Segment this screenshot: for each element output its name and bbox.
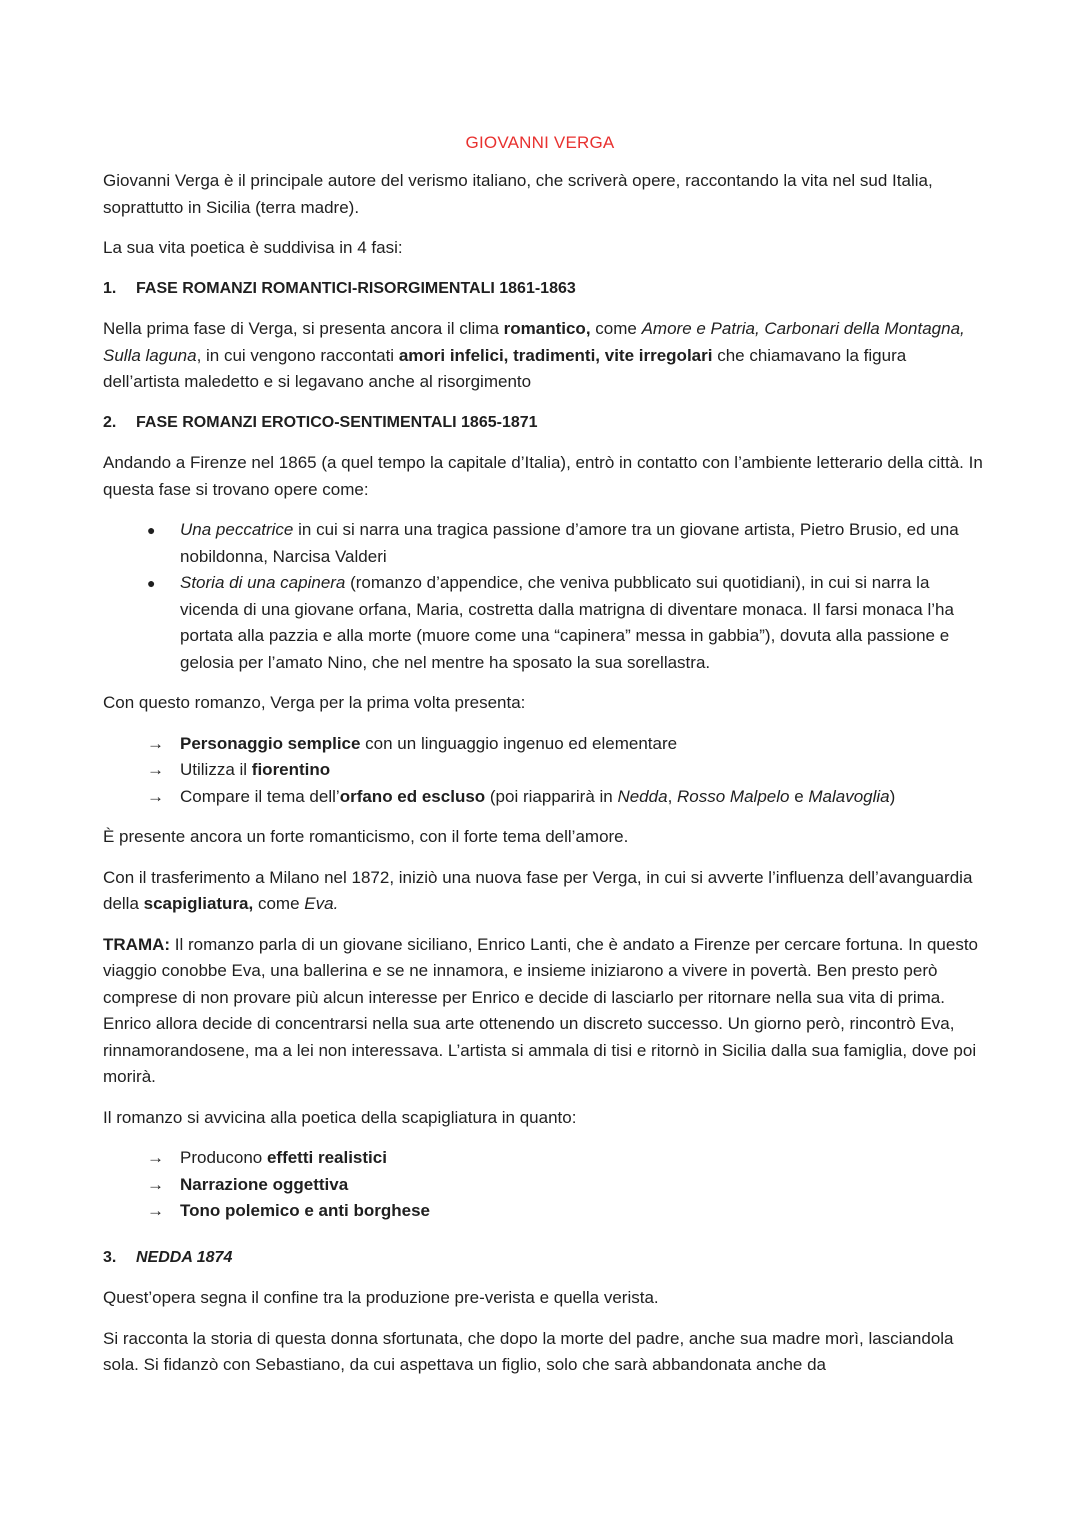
bullet-icon: ●: [147, 575, 156, 591]
phase1-number: 1.: [103, 279, 117, 297]
list-item: ● Una peccatrice in cui si narra una tragica passione d’amore tra un giovane artista, Pietro Brusio, ed una nobildonna, Narcisa Valderi: [180, 517, 983, 570]
phase3-heading: [103, 1245, 983, 1272]
phase3-title: NEDDA 1874: [136, 1248, 233, 1266]
bullet-icon: ●: [147, 522, 156, 538]
phase3-number: 3.: [103, 1248, 117, 1266]
works-list: [103, 517, 983, 676]
phase3-paragraph-2: Si racconta la storia di questa donna sfortunata, che dopo la morte del padre, anche sua madre morì, lasciandola sola. Si fidanzò con Sebastiano, da cui aspettava un figlio, solo che sarà abbandonata anche da: [103, 1328, 954, 1374]
page-title: GIOVANNI VERGA: [465, 133, 615, 152]
phase2-number: 2.: [103, 413, 117, 431]
features-list: [103, 731, 983, 811]
list-item: → Producono effetti realistici: [180, 1145, 983, 1172]
phase1-title: FASE ROMANZI ROMANTICI-RISORGIMENTALI 1861-1863: [136, 279, 576, 297]
phase3-paragraph-1: Quest’opera segna il confine tra la produzione pre-verista e quella verista.: [103, 1288, 659, 1307]
milan-paragraph: Con il trasferimento a Milano nel 1872, iniziò una nuova fase per Verga, in cui si avverte l’influenza dell’avanguardia della scapigliatura, come Eva.: [103, 867, 973, 913]
phase2-heading: [103, 410, 983, 437]
intro-paragraph: Giovanni Verga è il principale autore del verismo italiano, che scriverà opere, raccontando la vita nel sud Italia, soprattutto in Sicilia (terra madre).: [103, 171, 933, 217]
list-item: ● Storia di una capinera (romanzo d’appendice, che veniva pubblicato sui quotidiani), in cui si narra la vicenda di una giovane orfana, Maria, costretta dalla matrigna di diventare monaca. Il farsi monaca l’ha portata alla pazzia e alla morte (muore come una “capinera” messa in gabbia”), dovuta alla passione e gelosia per l’amato Nino, che nel mentre ha sposato la sua sorellastra.: [180, 570, 983, 676]
phases-intro: La sua vita poetica è suddivisa in 4 fasi:: [103, 238, 403, 257]
plot-paragraph: TRAMA: Il romanzo parla di un giovane siciliano, Enrico Lanti, che è andato a Firenze per cercare fortuna. In questo viaggio conobbe Eva, una ballerina e se ne innamora, e insieme iniziarono a vivere in povertà. Ben presto però comprese di non provare più alcun interesse per Enrico e decide di lasciarlo per ritornare nella sua vita di prima. Enrico allora decide di concentrarsi nella sua arte ottenendo un discreto successo. Un giorno però, rincontrò Eva, rinnamorandosene, ma a lei non interessava. L’artista si ammala di tisi e ritornò in Sicilia dalla sua famiglia, dove poi morirà.: [103, 934, 979, 1086]
arrow-icon: →: [147, 733, 164, 753]
phase1-heading: [103, 276, 983, 303]
plot-label: TRAMA:: [103, 934, 171, 954]
list-item: → Personaggio semplice con un linguaggio ingenuo ed elementare: [180, 731, 983, 758]
arrow-icon: →: [147, 760, 164, 779]
phase2-title: FASE ROMANZI EROTICO-SENTIMENTALI 1865-1871: [136, 413, 538, 431]
list-item: → Utilizza il fiorentino: [180, 757, 983, 784]
arrow-icon: →: [147, 786, 164, 806]
arrow-icon: →: [147, 1174, 164, 1194]
scapigliatura-intro: Il romanzo si avvicina alla poetica della scapigliatura in quanto:: [103, 1107, 577, 1127]
phase1-paragraph: Nella prima fase di Verga, si presenta ancora il clima romantico, come Amore e Patria, Carbonari della Montagna, Sulla laguna, in cui vengono raccontati amori infelici, tradimenti, vite irregolari che chiamavano la figura dell’artista maledetto e si legavano anche al risorgimento: [103, 319, 965, 391]
romanticism-paragraph: È presente ancora un forte romanticismo, con il forte tema dell’amore.: [103, 827, 629, 846]
list-item: → Narrazione oggettiva: [180, 1172, 983, 1199]
arrow-icon: →: [147, 1148, 164, 1167]
list-item: → Tono polemico e anti borghese: [180, 1198, 983, 1225]
list-item: → Compare il tema dell’orfano ed escluso (poi riapparirà in Nedda, Rosso Malpelo e Malavoglia): [180, 784, 983, 811]
scapigliatura-list: [103, 1145, 983, 1225]
phase2-intro: Andando a Firenze nel 1865 (a quel tempo la capitale d’Italia), entrò in contatto con l’ambiente letterario della città. In questa fase si trovano opere come:: [103, 453, 983, 499]
arrow-icon: →: [147, 1201, 164, 1220]
novel-intro: Con questo romanzo, Verga per la prima volta presenta:: [103, 693, 526, 712]
document-body: [103, 168, 983, 1393]
